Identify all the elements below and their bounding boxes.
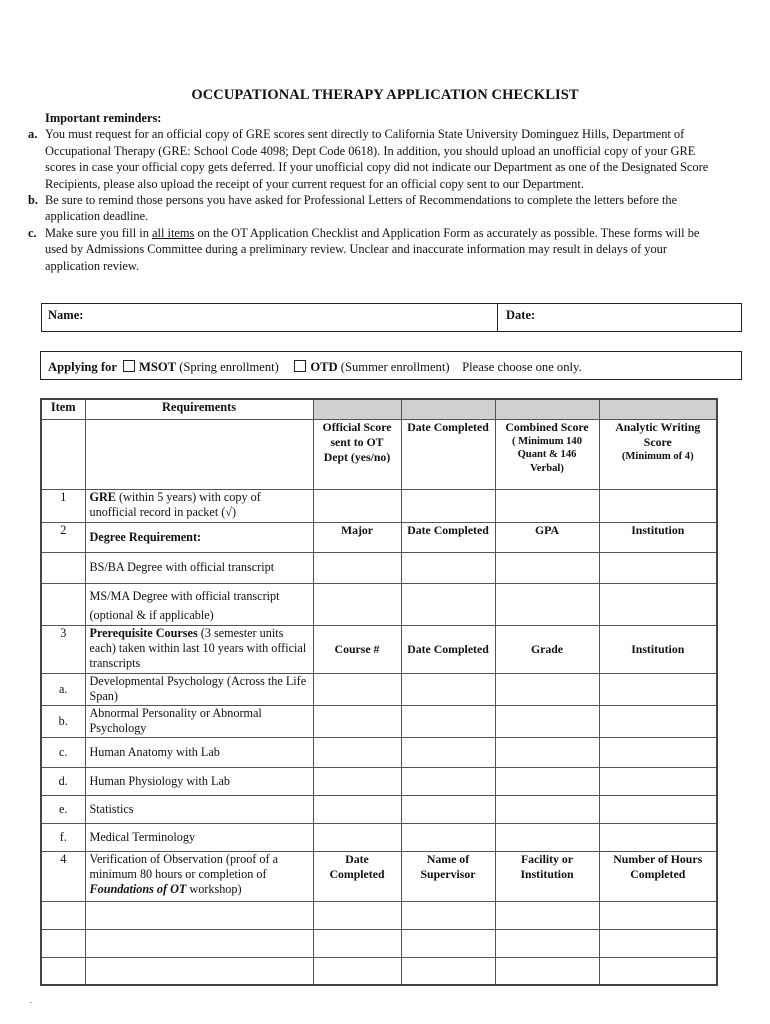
input-cell[interactable] xyxy=(495,767,599,795)
table-row xyxy=(41,901,717,929)
combined-score-header xyxy=(495,419,599,489)
input-cell[interactable] xyxy=(401,901,495,929)
observation-text: Verification of Observation (proof of a minimum 80 hours or completion of xyxy=(89,851,279,881)
input-cell[interactable] xyxy=(495,901,599,929)
input-cell[interactable] xyxy=(495,737,599,767)
prerequisite-courses-label xyxy=(85,625,313,673)
analytic-score-header xyxy=(599,419,717,489)
course-number-header: Course # xyxy=(313,625,401,673)
input-cell[interactable] xyxy=(313,929,401,957)
table-header-row xyxy=(41,399,717,419)
applying-for-box xyxy=(40,351,742,380)
reminder-b-text: Be sure to remind those persons you have asked for Professional Letters of Recommendations to complete the letters before the application deadline. xyxy=(45,193,678,224)
grade-header: Grade xyxy=(495,625,599,673)
input-cell[interactable] xyxy=(599,767,717,795)
input-cell[interactable] xyxy=(599,673,717,705)
document-title: OCCUPATIONAL THERAPY APPLICATION CHECKLIST xyxy=(191,87,579,103)
official-score-header: Official Score sent to OT Dept (yes/no) xyxy=(313,419,401,489)
combined-score-title: Combined Score xyxy=(505,419,589,434)
input-cell[interactable] xyxy=(313,583,401,625)
gre-date-cell[interactable] xyxy=(401,489,495,522)
degree-requirement-label: Degree Requirement: xyxy=(85,522,313,552)
input-cell[interactable] xyxy=(401,673,495,705)
input-cell[interactable] xyxy=(495,957,599,985)
item-number: 1 xyxy=(41,489,85,522)
facility-header: Facility or Institution xyxy=(495,851,599,901)
major-header: Major xyxy=(313,522,401,552)
otd-label: OTD xyxy=(310,360,338,374)
otd-checkbox[interactable] xyxy=(294,360,306,372)
input-cell[interactable] xyxy=(599,929,717,957)
empty-cell xyxy=(41,583,85,625)
input-cell[interactable] xyxy=(599,795,717,823)
table-row xyxy=(41,625,717,673)
input-cell[interactable] xyxy=(401,957,495,985)
combined-score-cell[interactable] xyxy=(495,489,599,522)
input-cell[interactable] xyxy=(495,705,599,737)
input-cell[interactable] xyxy=(599,901,717,929)
requirements-header: Requirements xyxy=(85,399,313,419)
course-letter: c. xyxy=(41,737,85,767)
course-name: Developmental Psychology (Across the Life Span) xyxy=(85,673,313,705)
input-cell[interactable] xyxy=(313,901,401,929)
applying-for-row xyxy=(48,360,582,375)
name-date-box xyxy=(41,303,742,332)
input-cell[interactable] xyxy=(85,957,313,985)
reminder-b xyxy=(24,192,724,225)
institution-header: Institution xyxy=(599,522,717,552)
input-cell[interactable] xyxy=(313,705,401,737)
course-row xyxy=(41,673,717,705)
otd-note: (Summer enrollment) xyxy=(340,360,450,374)
ms-degree-label: MS/MA Degree with official transcript (optional & if applicable) xyxy=(85,583,313,625)
gpa-header: GPA xyxy=(495,522,599,552)
table-row xyxy=(41,583,717,625)
reminder-c-text-pre: Make sure you fill in xyxy=(45,225,153,240)
combined-score-note: ( Minimum 140 Quant & 146 Verbal) xyxy=(511,435,583,474)
item-number: 2 xyxy=(41,522,85,552)
table-row xyxy=(41,489,717,522)
input-cell[interactable] xyxy=(313,552,401,583)
course-letter: a. xyxy=(41,673,85,705)
reminder-b-label: b. xyxy=(28,193,38,208)
course-row xyxy=(41,705,717,737)
input-cell[interactable] xyxy=(41,929,85,957)
input-cell[interactable] xyxy=(495,673,599,705)
table-row xyxy=(41,522,717,552)
table-row xyxy=(41,929,717,957)
table-row xyxy=(41,552,717,583)
input-cell[interactable] xyxy=(85,901,313,929)
input-cell[interactable] xyxy=(599,705,717,737)
input-cell[interactable] xyxy=(313,957,401,985)
course-row xyxy=(41,737,717,767)
name-label: Name: xyxy=(48,308,84,322)
foundations-of-ot: Foundations of OT xyxy=(89,881,187,896)
input-cell[interactable] xyxy=(313,767,401,795)
course-row xyxy=(41,795,717,823)
course-name: Human Physiology with Lab xyxy=(85,767,313,795)
observation-text-end: workshop) xyxy=(186,881,242,896)
analytic-score-note: (Minimum of 4) xyxy=(621,450,694,462)
reminder-c xyxy=(24,225,724,274)
input-cell[interactable] xyxy=(495,552,599,583)
input-cell[interactable] xyxy=(85,929,313,957)
hours-header: Number of Hours Completed xyxy=(599,851,717,901)
table-row xyxy=(41,851,717,901)
degree-date-header: Date Completed xyxy=(401,522,495,552)
course-letter: f. xyxy=(41,823,85,851)
item-number: 4 xyxy=(41,851,85,901)
header-shaded-cell xyxy=(599,399,717,419)
header-shaded-cell xyxy=(313,399,401,419)
requirements-table xyxy=(40,398,718,986)
empty-cell xyxy=(85,419,313,489)
name-date-divider xyxy=(497,304,498,331)
prerequisite-bold: Prerequisite Courses xyxy=(89,625,198,640)
input-cell[interactable] xyxy=(495,929,599,957)
input-cell[interactable] xyxy=(401,795,495,823)
gre-date-header: Date Completed xyxy=(401,419,495,489)
course-letter: d. xyxy=(41,767,85,795)
gre-bold: GRE xyxy=(89,489,116,504)
date-label: Date: xyxy=(506,308,536,322)
input-cell[interactable] xyxy=(41,901,85,929)
analytic-score-cell[interactable] xyxy=(599,489,717,522)
input-cell[interactable] xyxy=(495,823,599,851)
msot-checkbox[interactable] xyxy=(123,360,135,372)
input-cell[interactable] xyxy=(313,795,401,823)
empty-cell xyxy=(41,552,85,583)
input-cell[interactable] xyxy=(41,957,85,985)
input-cell[interactable] xyxy=(401,823,495,851)
input-cell[interactable] xyxy=(599,737,717,767)
supervisor-header: Name of Supervisor xyxy=(401,851,495,901)
input-cell[interactable] xyxy=(599,823,717,851)
table-row xyxy=(41,957,717,985)
bs-degree-label: BS/BA Degree with official transcript xyxy=(85,552,313,583)
msot-label: MSOT xyxy=(138,360,177,374)
reminders-heading: Important reminders: xyxy=(45,111,162,125)
input-cell[interactable] xyxy=(401,929,495,957)
choose-one-instruction: Please choose one only. xyxy=(462,360,582,374)
msot-note: (Spring enrollment) xyxy=(179,360,279,374)
input-cell[interactable] xyxy=(599,957,717,985)
observation-label xyxy=(85,851,313,901)
empty-cell xyxy=(41,419,85,489)
analytic-score-title: Analytic Writing Score xyxy=(615,419,701,449)
reminder-a-label: a. xyxy=(28,127,38,142)
gre-requirement-text: (within 5 years) with copy of unofficial record in packet (√) xyxy=(89,489,261,519)
input-cell[interactable] xyxy=(401,552,495,583)
course-letter: e. xyxy=(41,795,85,823)
prerequisite-text: (3 semester units each) taken within last 10 years with official transcripts xyxy=(89,625,307,670)
reminder-c-text-post: on the OT Application Checklist and Application Form as accurately as possible. These forms will be used by Admissions Committee during a preliminary review. Unclear and inaccurate information may result in delays of your application review. xyxy=(45,225,700,273)
observation-date-header: Date Completed xyxy=(313,851,401,901)
course-institution-header: Institution xyxy=(599,625,717,673)
header-shaded-cell xyxy=(401,399,495,419)
footer-mark: . xyxy=(30,996,32,1005)
course-row xyxy=(41,823,717,851)
official-score-cell[interactable] xyxy=(313,489,401,522)
input-cell[interactable] xyxy=(401,705,495,737)
item-header: Item xyxy=(41,399,85,419)
reminder-a-text: You must request for an official copy of GRE scores sent directly to California State University Dominguez Hills, Department of Occupational Therapy (GRE: School Code 4098; Dept Code 0618). In addition, you should upload an unofficial copy of your GRE scores in case your official copy gets deferred. If your unofficial copy did not indicate our Department as one of the Designated Score Recipients, please also upload the receipt of your current request for an official copy sent to our Department. xyxy=(45,127,709,191)
input-cell[interactable] xyxy=(401,767,495,795)
applying-for-label: Applying for xyxy=(48,360,117,374)
gre-subheader-row xyxy=(41,419,717,489)
reminder-a xyxy=(24,126,724,192)
reminder-c-label: c. xyxy=(28,225,37,240)
course-row xyxy=(41,767,717,795)
course-date-header: Date Completed xyxy=(401,625,495,673)
gre-requirement xyxy=(85,489,313,522)
header-shaded-cell xyxy=(495,399,599,419)
reminder-c-underlined: all items xyxy=(152,225,195,240)
course-name: Medical Terminology xyxy=(85,823,313,851)
course-name: Statistics xyxy=(85,795,313,823)
input-cell[interactable] xyxy=(401,583,495,625)
course-name: Human Anatomy with Lab xyxy=(85,737,313,767)
input-cell[interactable] xyxy=(495,795,599,823)
input-cell[interactable] xyxy=(313,673,401,705)
important-reminders xyxy=(24,110,724,274)
input-cell[interactable] xyxy=(599,583,717,625)
input-cell[interactable] xyxy=(401,737,495,767)
input-cell[interactable] xyxy=(495,583,599,625)
course-name: Abnormal Personality or Abnormal Psychology xyxy=(85,705,313,737)
input-cell[interactable] xyxy=(313,737,401,767)
input-cell[interactable] xyxy=(313,823,401,851)
input-cell[interactable] xyxy=(599,552,717,583)
course-letter: b. xyxy=(41,705,85,737)
item-number: 3 xyxy=(41,625,85,673)
